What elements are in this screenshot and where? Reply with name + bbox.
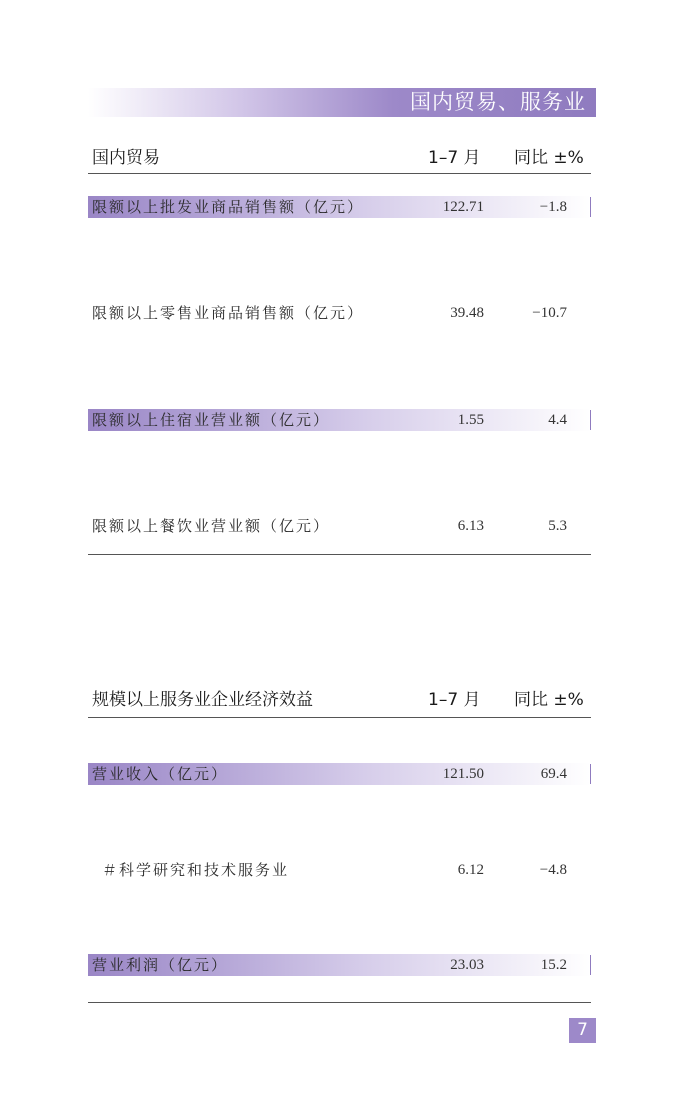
banner-title: 国内贸易、服务业 xyxy=(410,90,586,114)
row-yoy: −10.7 xyxy=(532,305,567,321)
row-value: 6.13 xyxy=(457,518,484,534)
header-rule xyxy=(88,717,591,718)
domestic-trade-title: 国内贸易 xyxy=(92,148,160,168)
section-bottom-rule xyxy=(88,1002,591,1003)
row-label: 营业利润（亿元） xyxy=(92,956,229,974)
row-yoy: 4.4 xyxy=(548,412,567,428)
services-period-header: 1–7 月 xyxy=(428,690,481,710)
table-row xyxy=(88,859,591,881)
row-value: 39.48 xyxy=(450,305,484,321)
row-yoy: 5.3 xyxy=(548,518,567,534)
row-label: 限额以上餐饮业营业额（亿元） xyxy=(92,517,331,535)
row-value: 122.71 xyxy=(442,199,484,215)
row-yoy: 15.2 xyxy=(540,957,567,973)
page-number: 7 xyxy=(569,1018,596,1043)
table-row xyxy=(88,954,591,976)
domestic-trade-header xyxy=(88,143,591,173)
section-banner xyxy=(88,88,596,117)
services-yoy-header: 同比 ±% xyxy=(514,690,584,710)
services-title: 规模以上服务业企业经济效益 xyxy=(92,690,313,710)
row-label: 营业收入（亿元） xyxy=(92,765,229,783)
row-yoy: −1.8 xyxy=(539,199,567,215)
table-row xyxy=(88,196,591,218)
row-label: ＃科学研究和技术服务业 xyxy=(102,861,290,879)
table-row xyxy=(88,302,591,324)
services-header xyxy=(88,685,591,715)
table-row xyxy=(88,763,591,785)
row-value: 23.03 xyxy=(450,957,484,973)
row-value: 121.50 xyxy=(442,766,484,782)
row-yoy: 69.4 xyxy=(540,766,567,782)
section-bottom-rule xyxy=(88,554,591,555)
row-value: 6.12 xyxy=(457,862,484,878)
table-row xyxy=(88,409,591,431)
domestic-trade-yoy-header: 同比 ±% xyxy=(514,148,584,168)
table-row xyxy=(88,515,591,537)
row-value: 1.55 xyxy=(457,412,484,428)
row-label: 限额以上批发业商品销售额（亿元） xyxy=(92,198,365,216)
domestic-trade-period-header: 1–7 月 xyxy=(428,148,481,168)
row-label: 限额以上零售业商品销售额（亿元） xyxy=(92,304,365,322)
header-rule xyxy=(88,173,591,174)
row-yoy: −4.8 xyxy=(539,862,567,878)
row-label: 限额以上住宿业营业额（亿元） xyxy=(92,411,331,429)
